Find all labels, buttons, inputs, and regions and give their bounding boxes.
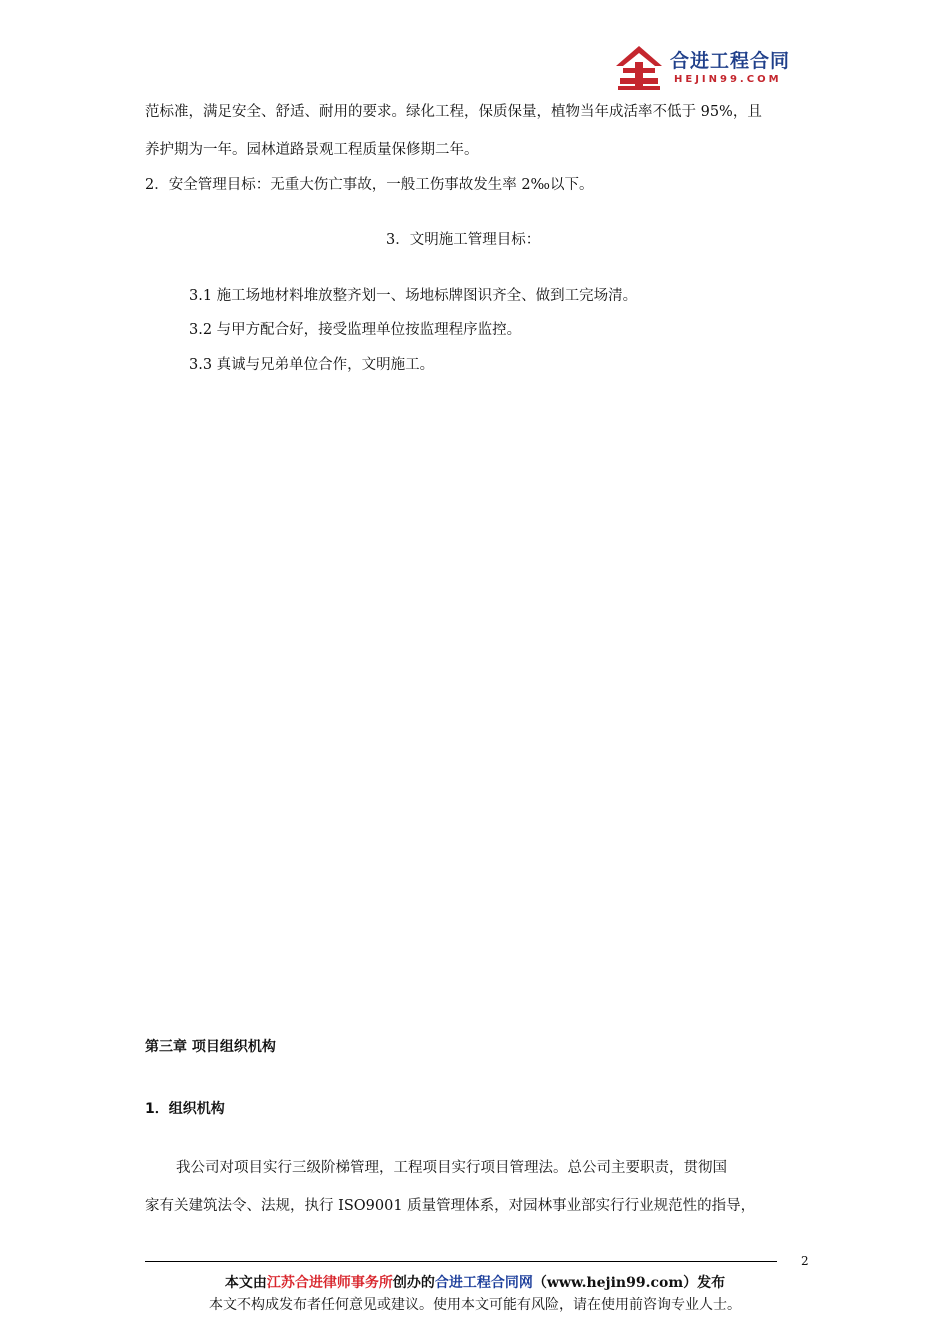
- body-line: 养护期为一年。园林道路景观工程质量保修期二年。: [145, 142, 479, 158]
- house-logo-icon: [614, 44, 664, 92]
- list-item: 3.2 与甲方配合好，接受监理单位按监理程序监控。: [189, 322, 522, 338]
- body-line: 2．安全管理目标：无重大伤亡事故，一般工伤事故发生率 2‰以下。: [145, 177, 594, 193]
- footer-text: 创办的: [392, 1275, 435, 1291]
- chapter-heading: 第三章 项目组织机构: [145, 1039, 276, 1055]
- list-item: 3.3 真诚与兄弟单位合作，文明施工。: [189, 357, 435, 373]
- law-firm-link[interactable]: 江苏合进律师事务所: [266, 1275, 393, 1291]
- subheading: 3．文明施工管理目标：: [386, 232, 541, 248]
- site-link[interactable]: 合进工程合同网: [434, 1275, 533, 1291]
- list-item: 3.1 施工场地材料堆放整齐划一、场地标牌图识齐全、做到工完场清。: [189, 288, 638, 304]
- page-number: 2: [801, 1254, 809, 1268]
- section-heading: 1．组织机构: [145, 1101, 225, 1117]
- body-paragraph-line: 我公司对项目实行三级阶梯管理，工程项目实行项目管理法。总公司主要职责，贯彻国: [176, 1160, 727, 1176]
- footer-disclaimer: 本文不构成发布者任何意见或建议。使用本文可能有风险，请在使用前咨询专业人士。: [209, 1297, 741, 1313]
- footer-text: 本文由: [224, 1275, 267, 1291]
- footer-text: （www.hejin99.com）发布: [532, 1275, 726, 1291]
- footer-divider: [145, 1261, 777, 1262]
- logo-text: 合进工程合同: [670, 50, 791, 72]
- header-logo: [614, 44, 814, 96]
- footer-publisher-line: [0, 1272, 950, 1292]
- body-line: 范标准，满足安全、舒适、耐用的要求。绿化工程，保质保量，植物当年成活率不低于 95%，且: [145, 104, 762, 120]
- body-paragraph-line: 家有关建筑法令、法规，执行 ISO9001 质量管理体系，对园林事业部实行行业规范性的指导，: [145, 1198, 756, 1214]
- logo-url: HEJIN99.COM: [674, 74, 782, 85]
